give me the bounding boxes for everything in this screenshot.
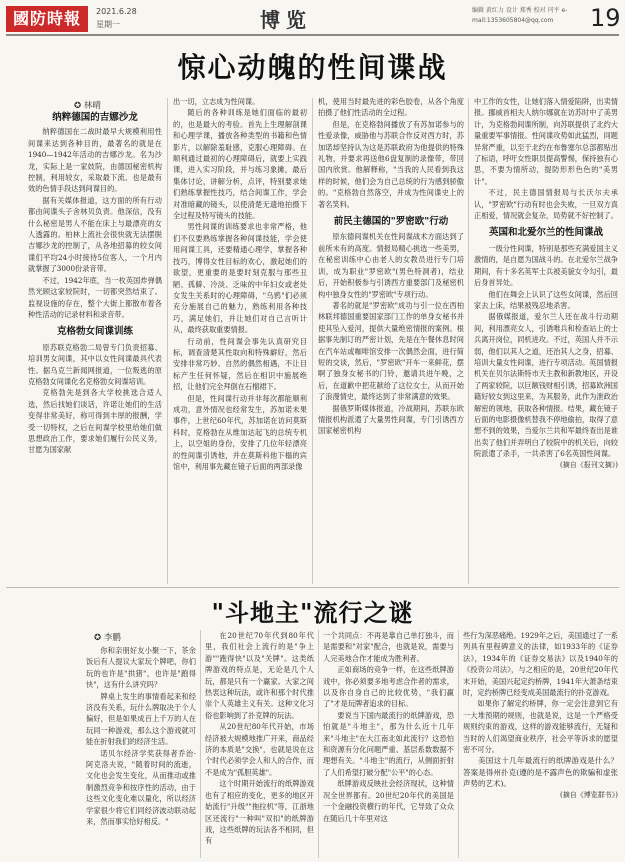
article-separator <box>6 587 619 588</box>
article-column-4 <box>474 96 618 584</box>
paragraph: 要说当下国内最流行的纸牌游戏，恐怕就是"斗地主"，那为什么近十几年来"斗地主"在大江南北如此流行？这恐怕和资源有分化问题严重、基层系数数据不理想有关。"斗地主"的流行，从侧面折射了人们希望打破分配"公平"的心态。 <box>323 710 454 777</box>
source-note: (摘自《博览群书》) <box>560 790 618 799</box>
byline-author: 李鹏 <box>103 633 121 643</box>
subheading: 克格勃女间谍训练 <box>56 326 133 338</box>
header-rule <box>6 34 619 36</box>
paragraph: 这个时期开始流行的纸牌游戏也有了相应的变化，更多的地区开始流行"升级""拖拉机"等，江浙地区还流行"一种叫"双扣"的纸牌游戏，这些纸牌的玩法各不相同，但有 <box>205 779 314 846</box>
article-headline: 惊心动魄的性间谍战 <box>177 51 448 84</box>
article-column-2 <box>173 96 307 584</box>
paragraph: 男性间谍的训练要求也非常严格，他们不仅要熟练掌握各种间谍技能，学会使用间谍工具，还要精通心理学，掌握各种技巧，博得女性目标的欢心，激起她们的欲望，更重要的是要时刻克服与那些丑陋、孤僻、冷淡、乏味的中年妇女或老处女发生关系时的心理障碍，"乌鸦"们必须充分施展自己的魅力，熟练利用各种技巧，满足她们，并让她们对自己言听计从，最终获取重要情报。 <box>173 222 307 335</box>
paragraph: 原苏联克格勃二局曾专门负责招募、培训男女间谍，其中以女性间谍最具代表性。据乌克兰新闻网报道，一位叛逃的原克格勃女间谍化名克格勃女间谍培训。 <box>28 342 162 386</box>
issue-date: 2021.6.28 <box>96 7 137 16</box>
page-number: 19 <box>590 4 621 32</box>
paragraph: 不过，民主德国情报局与长沃尔夫承认，"罗密欧"行动有时也会失败，一旦双方真正相爱，情况就会复杂，局势就不好控制了。 <box>474 188 618 221</box>
section-title: 博览 <box>260 8 312 32</box>
paragraph: 从20世纪80年代开始，市场经济被大规模地推广开来，商品经济的本质是"交换"，也就是说在这个时代必须学会人和人的合作，而不是成为"孤胆英雄"。 <box>205 722 314 777</box>
column-divider <box>312 98 313 584</box>
article-headline: "斗地主"流行之谜 <box>211 598 414 627</box>
subheading: 纳粹德国的吉娜沙龙 <box>52 112 138 123</box>
source-note: (摘自《报刊文摘》) <box>560 460 618 469</box>
article-column-4 <box>463 630 618 859</box>
paragraph: 中工作的女性，让她们落入情爱陷阱，出卖情报。挪威首相夫人纳尔娜就在访苏时中了美男计，为克格勃间谍所制，向苏联提供了北约大量重要军事情报。性间谍攻势如此猛烈，同题异常严重，以至于北约在布鲁塞尔总部都贴出了标语，呼吁女性职员提高警惕，保持独有心思，不要为情所动，提防形形色色的"美男计"。 <box>474 97 618 186</box>
newspaper-logo: 國防時報 <box>6 6 88 32</box>
paragraph: 如果你了解定约桥牌，你一定会注意到它有一大堆预期的规则，也就是说，这是一个严格受规则约束的游戏，这样的游戏能够流行，无疑和当时的人们渴望商业秩序，社会平等诉求的愿望密不可分。 <box>463 699 618 755</box>
paragraph: 行动前，性间谍会事先认真研究目标，调查清楚其性取向和特殊癖好，然后安排非常巧妙、自然的偶然相遇，不让目标产生任何怀疑，然后在相识中施展绝招，让他们完全拜倒在石榴裙下。 <box>173 336 307 392</box>
paragraph: 不过，1942年底，当一枚英国炸弹偶然光顾这家较院时，一切都突然结束了。监视设施的存在，整个大街上都散布着各种性活动的记录材料和录音带。 <box>28 275 162 319</box>
article-column-3 <box>318 96 464 584</box>
paragraph: 他们在舞会上认识了这些女间谍，然后回家去上床，结果被残忍地杀害。 <box>474 289 618 310</box>
paragraph: 出一切，立志成为性间谍。 <box>173 97 260 106</box>
paragraph: 据俄罗斯媒体报道，冷战期间，苏联东欧情报机构派遣了大量男性间谍，专门引诱西方国家秘密机构 <box>318 403 464 436</box>
issue-weekday: 星期一 <box>96 20 120 29</box>
paragraph: 原东德间谍机关在性间谍战术方面达到了前所未有的高度。情报局精心挑选一些美男，在秘密训练中心由老人的女教员进行专门培训，成为职业"罗密欧"(男色特洞者)，结业后，开始积极参与引诱西方重要部门及秘密机构中独身女性的"罗密欧"专项行动。 <box>318 232 464 299</box>
paragraph: 正如商场的竞争一样，在这些纸牌游戏中，你必须要多地考虑合作者的需求，以及你自身自己的比较优势，"我们赢了"才是玩牌者追求的目标。 <box>323 665 454 709</box>
article-column-3 <box>323 630 454 859</box>
paragraph: 一个共同点：不再是靠自己单打独斗，而是需要和"对家"配合，也就是说，需要与人完美地合作才能成为胜利者。 <box>323 631 454 663</box>
paragraph: 牌桌上发生的事情看起来和经济没有关系，玩什么牌取决于个人偏好，但是如果成百上千万的人在玩同一种游戏，那么这个游戏就可能在折射我们的经济生活。 <box>86 691 196 747</box>
column-divider <box>167 98 168 584</box>
paragraph: 著名的就是"罗密欧"成功与引一位在西柏林联邦德国重要国家部门工作的单身女秘书并使其坠入爱河，提供大量绝密情报的案例。根据事先制订的严密计划，先是在午餐休息时间在汽车站或咖啡馆安排一次偶然会面，进行简短的交谈，然后，"罗密欧"开车一来鲜花，摆啊了独身女秘书的门铃，邀请共进午晚，之后，在道歉中把花献给了这位女士，从而开始了浪漫情史，最终达到了非常满意的效果。 <box>318 300 464 402</box>
paragraph: 随后的各种训练是她们面临的最初的，也是最大的考验。首先上生理解剖课和心理学课，播放各种类型的书籍和色情影片，以解除羞耻感，克服心理障碍。在顺利通过最初的心理障碍后，就要上实践课，进入实习阶段，并与练习象摊，最后集体讨论，讲解分析，点评，特别要求她们熟练掌握性技巧，结合间谍工作，学会对准暗藏的镜头，以使清楚无遗地拍摄下全过程及特写镜头的技能。 <box>173 108 307 221</box>
star-icon: ✪ <box>94 633 102 643</box>
column-divider <box>468 98 469 584</box>
paragraph: 据俄媒报道，爱尔兰人还在战斗行动期间，利用漂亮女人，引诱唯兵和检查站上的士兵离开岗位，同机进攻。不过，英国人并不示弱，他们以其人之道，还治其人之身，招募、培训大量女性间谍，进行专项活动。英国情报机关在贝尔法斯特市天主教和新教地区，开设了两家较院，以巨额钱财相引诱，招募欧洲国籍好较女到这里来，为其服务，此作为泄政治解密的领地，获取各种情报。结果，藏在镜子后面的电影摄像机替我不停地偷拍，取得了意想不到的效果，当爱尔兰共和军最终查出是谁出卖了他们并弄明白了较院中的机关后，向较院派遣了杀手，一共杀害了6名英国性间谍。 <box>474 312 618 459</box>
paragraph: 纸牌游戏反映社会经济现状，这种情况全世界都有。20世纪20年代的美国是一个金融投资横行的年代，它导致了众众在随后几十年里对这 <box>323 779 454 823</box>
paragraph: 纳粹德国在二战时最早大规模利用性间谍来达到各种目的，最著名的就是在1940—1942年活动的吉娜沙龙。名为沙龙，实际上是一家妓院，由德国秘密机构控制，利用较女，采取最下流、也是最有效的色情手段达到间谍目的。 <box>28 127 162 194</box>
paragraph: 一级分性间谍，特别是那些充满爱国主义激情的，是自愿为国战斗的。在北爱尔兰战争期间，有十多名英军士兵被美貌女令勾引，最后身首异处。 <box>474 243 618 288</box>
article-column-1 <box>28 110 162 584</box>
column-divider <box>200 630 201 858</box>
paragraph: 据有关媒体报道，这方面的所有行动都由间谍头子舍林贝负责。他深信，没有什么秘密是男人不能在床上与最漂亮的女人透露的。柏林上流社会很快就无法摆脱吉娜沙龙的控制了，从各地招募的较女间谍们平均24小时接待5位客人，一个月内就掌握了3000份录音带。 <box>28 195 162 274</box>
article-column-1 <box>86 645 196 859</box>
paragraph: 你和亲朋好友小聚一下，茶余饭后有人提议大家玩个牌吧，你们玩的也许是"拱猪"，也许是"跑得快"，这有什么讲究吗？ <box>86 646 196 690</box>
paragraph: 在20世纪70年代到80年代里，我们社会上流行的是"争上游""跑得快"以及"关牌"。这类纸牌游戏的特点是，无论是几个人玩，都是只有一个赢家。大家之间热衷这种玩法，或许和那个时代推崇个人英雄主义有关。这种文化习俗也影响到了扑克牌的玩法。 <box>205 631 314 720</box>
paragraph: 些行为深恶痛绝。1929年之后，美国通过了一系列具有里程碑意义的法律，如1933年的《证券法》，1934年的《证券交易法》以及1940年的《投资公司法》，与之相应的是，20世纪20年代末开始，美国兴起定约桥牌，1941年大萧条结束时，定约桥牌已经变成美国最流行的扑克游戏。 <box>463 631 618 698</box>
star-icon: ✪ <box>74 101 82 111</box>
paragraph: 克格勃先是到各大学校挑选合适人选，然后找她们谈话，许诺让她们的生活变得非常美好，称可得到丰厚的报酬，学受一切特权，之后在间谍学校里给她们做思想政治工作，要求她们履行公民义务，甘愿为国家献 <box>28 388 162 455</box>
subheading: 前民主德国的"罗密欧"行动 <box>333 216 449 228</box>
subheading: 英国和北爱尔兰的性间谍战 <box>488 227 603 239</box>
column-divider <box>318 630 319 858</box>
article-column-2 <box>205 630 314 859</box>
article-byline <box>94 631 121 643</box>
paragraph: 美国这十几年最流行的纸牌游戏是什么？答案是得州扑克(遵的是不露声色的欺骗和虚张声势的艺术)。 <box>463 756 618 789</box>
editor-credits: 编辑 黄红力 设计 郑秀 校对 闫平 e-mail:1353605804@qq.com <box>472 7 568 24</box>
paragraph: 机，使用当时最先进的彩色胶卷，从各个角度拍摄了他们性活动的全过程。 <box>318 97 464 118</box>
paragraph: 但是，性间谍行动并非每次都能顺利成功，意外情况也经常发生，苏加诺未果事件，上世纪60年代，苏加诺在访问莫斯科时，克格勃在从维加达起飞的总统专机上，以空姐的身份，安排了几位年轻漂亮的性间谍引诱他，并在莫斯科他下榻的宾馆中，利用事先藏在镜子后面的两部录像 <box>173 393 307 471</box>
byline-author: 林晴 <box>83 101 101 111</box>
column-divider <box>458 630 459 858</box>
paragraph: 诺贝尔经济学奖获得者乔治·阿克洛夫说，"随着时间的流逝，文化也会发生变化，从而推动或推制激烈竞争和按序性的活动，由于这些文化变化难以量化，所以经济学家很少将它们同经济波动联动起来，然而事实恰好相反。" <box>86 748 196 827</box>
paragraph: 但是，在克格勃间播放了有苏加诺参与的性爱录像，威胁他与苏联合作反对西方时，苏加诺却坚持认为这是苏联政府为他提供的特殊礼物，并要求再送他6盘复制的录像带，带回国内欣赏。他解释称，"当我的人民看到我这样的时候，他们会为自己总统的行为感到骄傲的。"克格勃自然落空，并成为性间谍史上的著名笑料。 <box>318 119 464 209</box>
